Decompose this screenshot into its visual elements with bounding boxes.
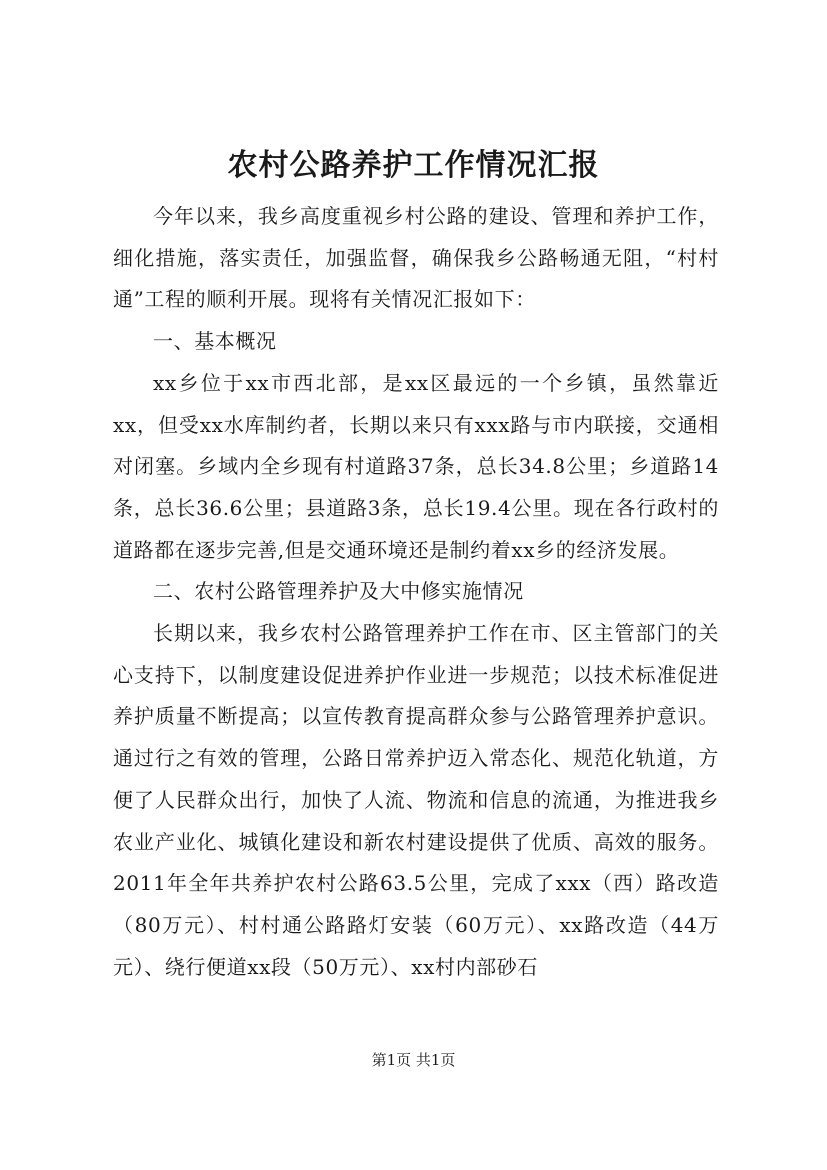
document-title: 农村公路养护工作情况汇报	[227, 148, 600, 183]
document-body	[113, 196, 719, 988]
page-footer: 第1页 共1页	[371, 1051, 456, 1069]
intro-paragraph: 今年以来，我乡高度重视乡村公路的建设、管理和养护工作，细化措施，落实责任，加强监督，确保我乡公路畅通无阻，“村村通”工程的顺利开展。现将有关情况汇报如下：	[113, 204, 719, 312]
section-heading-overview: 一、基本概况	[153, 329, 277, 354]
maintenance-paragraph: 长期以来，我乡农村公路管理养护工作在市、区主管部门的关心支持下，以制度建设促进养护作业进一步规范；以技术标准促进养护质量不断提高；以宣传教育提高群众参与公路管理养护意识。通过行之有效的管理，公路日常养护迈入常态化、规范化轨道，方便了人民群众出行，加快了人流、物流和信息的流通，为推进我乡农业产业化、城镇化建设和新农村建设提供了优质、高效的服务。2011年全年共养护农村公路63.5公里，完成了xxx（西）路改造（80万元）、村村通公路路灯安装（60万元）、xx路改造（44万元）、绕行便道xx段（50万元）、xx村内部砂石	[113, 621, 719, 979]
overview-paragraph: xx乡位于xx市西北部，是xx区最远的一个乡镇，虽然靠近xx，但受xx水库制约者，长期以来只有xxx路与市内联接，交通相对闭塞。乡域内全乡现有村道路37条，总长34.8公里；乡道路14条，总长36.6公里；县道路3条，总长19.4公里。现在各行政村的道路都在逐步完善,但是交通环境还是制约着xx乡的经济发展。	[113, 370, 719, 562]
section-heading-maintenance: 二、农村公路管理养护及大中修实施情况	[153, 579, 524, 604]
